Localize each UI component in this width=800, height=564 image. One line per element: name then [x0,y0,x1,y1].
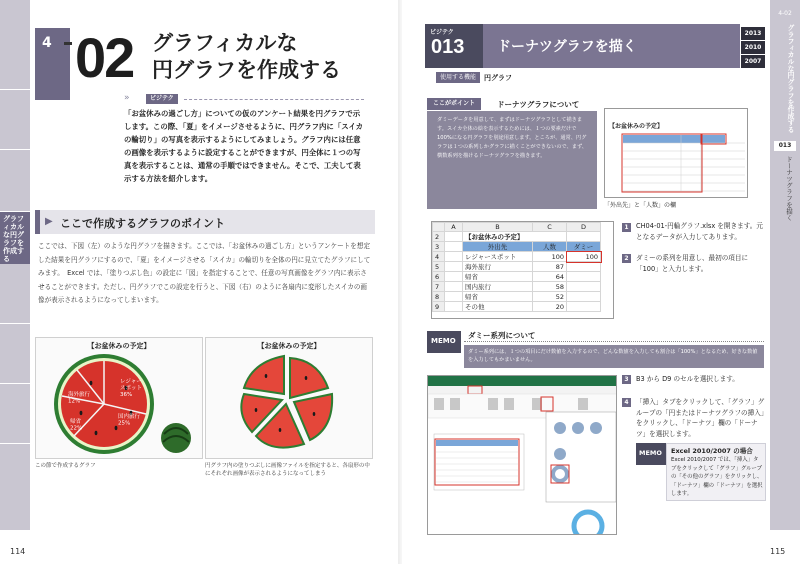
cell[interactable]: 帰省 [463,292,533,302]
chapter-box [35,28,70,100]
cell [445,232,463,242]
point-box [427,111,597,209]
row-header: 9 [433,302,445,312]
memo-text: ダミー系列には、１つの項目にだけ数値を入力するので、どんな数値を入力しても割合は「100%」となるため、好きな数値を入力してもかまいません。 [468,349,758,363]
cell[interactable] [567,292,601,302]
figure-title: 【お盆休みの予定】 [257,342,321,350]
cell[interactable]: レジャースポット [463,252,533,262]
sidebar-chapter: 4-02 [778,10,792,17]
sidebar-tab [0,30,30,90]
table-row [433,242,601,252]
row-header: 5 [433,262,445,272]
step-text: B3 から D9 のセルを選択します。 [636,375,739,383]
cell[interactable]: 87 [533,262,567,272]
page-number: 115 [770,547,786,556]
point-text: ダミーデータを用意して、まずはドーナツグラフとして描きます。スイカ全体の絵を表示するためには、１つの要素だけで100%になる円グラフを別途用意します。ところが、通常、円グラフは１つの系列しかグラフに描くことができないので、まず、横数系列を描けるドーナツグラフを描きます。 [437,117,587,159]
cell [445,302,463,312]
pie-label: 海外旅行 12% [68,392,91,405]
header-cell: ダミー [567,242,601,252]
memo-box [666,443,766,501]
function-label: 使用する機能 [436,72,480,83]
cell[interactable]: 海外旅行 [463,262,533,272]
row-header: 7 [433,282,445,292]
table-row [433,252,601,262]
step-text: ダミーの系列を用意し、最初の項目に「100」と入力します。 [636,254,749,273]
tip-number-box [425,24,483,68]
sidebar-tab [0,150,30,212]
column-header: A [445,223,463,232]
sidebar-active-label: グラフィカルな円グラフを作成する [3,215,24,263]
step-number: 2 [622,254,631,263]
table-row [433,262,601,272]
intro-badge: ビジテク [146,94,178,104]
tip-title-bar [483,24,740,68]
cell [445,242,463,252]
section-heading-text: ここで作成するグラフのポイント [60,217,225,230]
tip-title: ドーナツグラフを描く [497,39,637,55]
example-caption: 「外出先」と「人数」の欄 [604,202,677,209]
cell[interactable]: 帰省 [463,272,533,282]
version-badge: 2010 [741,41,765,54]
memo-icon-label: MEMO [639,449,662,457]
row-header: 2 [433,232,445,242]
sidebar-tip-number: 013 [774,141,796,151]
cell[interactable] [567,282,601,292]
cell[interactable] [567,262,601,272]
tip-label: ビジテク [430,29,454,36]
table-row [433,292,601,302]
table-row [433,272,601,282]
row-header: 6 [433,272,445,282]
memo-icon [427,331,461,353]
cell [445,282,463,292]
point-title: ドーナツグラフについて [497,100,580,109]
column-header: D [567,223,601,232]
sidebar-tip-title: ドーナツグラフを描く [785,156,793,221]
function-value: 円グラフ [484,74,512,82]
left-sidebar [0,0,30,530]
figure-caption: 円グラフ内の塗りつぶしに画像ファイルを指定すると、各扇形の中にそれぞれ画像が表示されるようになってしまう [205,463,370,477]
cell[interactable]: 20 [533,302,567,312]
example-sheet-title: 【お盆休みの予定】 [609,123,664,130]
dummy-cell[interactable]: 100 [567,252,601,262]
memo-title: Excel 2010/2007 の場合 [671,447,753,455]
intro-label [124,93,364,105]
excel-ribbon-screenshot [428,376,617,535]
memo-text: Excel 2010/2007 では、「挿入」タブをクリックして「グラフ」グループの「その他のグラフ」をクリックし、「ドーナツ」欄の「ドーナツ」を選択します。 [671,457,763,497]
pie-label: 国内旅行 25% [118,414,141,427]
header-cell: 人数 [533,242,567,252]
step-text: 「挿入」タブをクリックして、「グラフ」グループの「円またはドーナツグラフの挿入」をクリックし、「ドーナツ」欄の「ドーナツ」を選択します。 [636,398,765,438]
page-title-line2: 円グラフを作成する [152,58,341,82]
figure-caption: この節で作成するグラフ [35,463,96,469]
page-number: 114 [10,547,26,556]
step-number: 3 [622,375,631,384]
figure-title: 【お盆休みの予定】 [87,342,151,350]
sidebar-active-tab [0,212,30,264]
cell[interactable]: 58 [533,282,567,292]
pie-label: レジャースポット 36% [120,379,143,398]
memo-icon-label: MEMO [431,337,456,345]
row-header: 4 [433,252,445,262]
example-sheet-thumbnail [604,108,748,198]
table-row [433,232,601,242]
intro-paragraph: 「お盆休みの過ごし方」についての仮のアンケート結果を円グラフで示します。この際、「夏」をイメージさせるように、円グラフ内に「スイカの輪切り」の写真を表示するようにしてみましょう。グラフ内には任意の画像を表示するように設定することができますが、円全体に１つの写真を表示することは、通常の手順ではできません。そこで、工夫して表示する方法を紹介します。 [124,109,364,183]
chapter-number: 4 [42,35,52,51]
memo-icon [636,443,666,465]
corner-cell [433,223,445,232]
cell [445,262,463,272]
row-header: 8 [433,292,445,302]
memo-heading [464,330,764,342]
column-header: C [533,223,567,232]
arrow-right-icon: ▶ [45,216,53,227]
cell[interactable]: その他 [463,302,533,312]
chapter-dash [64,42,72,45]
column-header-row [433,223,601,232]
version-badge: 2013 [741,27,765,40]
page-title [152,30,382,84]
table-row [433,302,601,312]
divider [184,99,364,100]
cell[interactable]: 52 [533,292,567,302]
point-badge: ここがポイント [427,98,481,110]
cell [445,292,463,302]
section-number: 02 [75,26,134,89]
step-text: CH04-01-円輪グラフ.xlsx を開きます。元となるデータが入力してあります。 [636,222,763,241]
tip-number: 013 [431,36,465,58]
sidebar-tab [0,90,30,150]
point-heading [427,98,599,110]
cell[interactable]: 64 [533,272,567,282]
table-row [433,282,601,292]
step-number: 1 [622,223,631,232]
version-badge: 2007 [741,55,765,68]
spreadsheet-screenshot [431,221,614,319]
split-watermelon-pie-figure [205,337,373,459]
cell [567,232,601,242]
sheet-title-cell: 【お盆休みの予定】 [463,232,567,242]
cell[interactable]: 100 [533,252,567,262]
column-header: B [463,223,533,232]
header-cell: 外出先 [463,242,533,252]
book-spine [398,0,402,564]
page-title-line1: グラフィカルな [152,31,298,55]
section-heading [35,210,375,234]
cell [445,252,463,262]
chevron-icon: » [124,93,130,103]
row-header: 3 [433,242,445,252]
memo-body [464,345,764,368]
cell[interactable] [567,302,601,312]
pie-label: 帰省 22% [70,419,83,432]
step-number: 4 [622,398,631,407]
cell[interactable] [567,272,601,282]
watermelon-pie-figure [35,337,203,459]
watermelon-pie-image [36,338,202,458]
excel-insert-chart-screenshot [427,375,617,535]
sidebar-section-title: グラフィカルな円グラフを作成する [786,24,794,133]
sidebar-tab [0,324,30,384]
cell[interactable]: 国内旅行 [463,282,533,292]
memo-title: ダミー系列について [468,331,536,340]
spreadsheet-table [432,222,601,312]
cell [445,272,463,282]
sidebar-tab [0,264,30,324]
sidebar-tab [0,384,30,444]
split-watermelon-image [206,338,372,458]
body-paragraph: ここでは、下図（左）のような円グラフを描きます。ここでは、「お盆休みの過ごし方」というアンケートを想定した結果を円グラフにするので、「夏」をイメージさせる「スイカ」の輪切りを全体の円に見立てたグラフにしてみます。 Excel では、「塗りつぶし色」の設定に「図」を指定することで、任意の写真画像をグラフ内に表示させることができます。ただし、円グラフでこの設定を行うと、下図（右）のように各扇内に変形したスイカの画像が表示されるようになってしまいます。 [38,242,371,304]
